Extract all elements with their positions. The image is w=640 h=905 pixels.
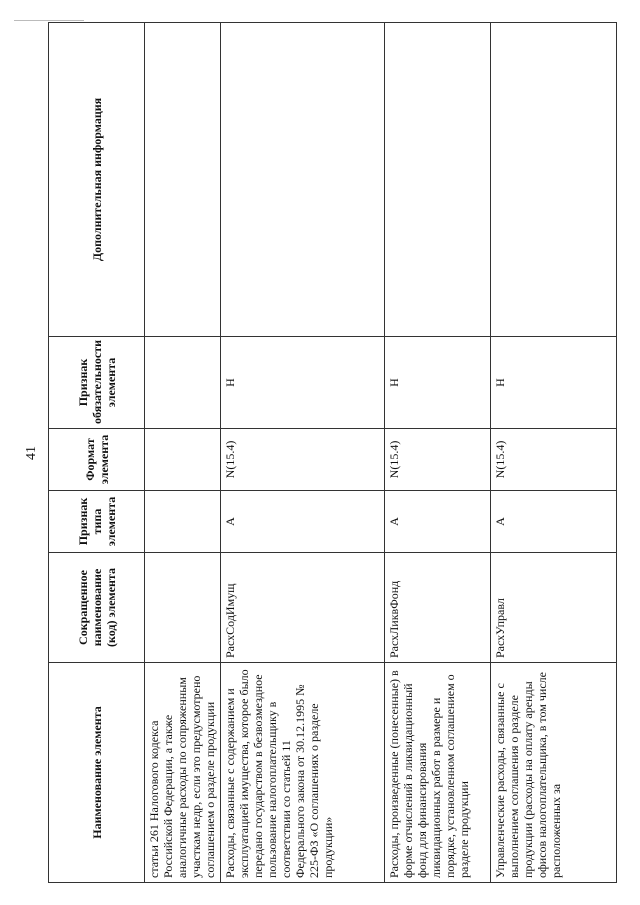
cell-code: РасхСодИмущ [221,552,385,662]
header-format: Формат элемента [49,428,145,490]
cell-name: Расходы, произведенные (понесенные) в форме отчислений в ликвидационный фонд для финансирования ликвидационных работ в размере и порядке, установленном соглашением о разделе продукции [385,662,491,882]
cell-code: РасхУправл [491,552,617,662]
scan-edge-line [14,20,84,21]
header-type: Признак типа элемента [49,490,145,552]
table-row [491,22,617,882]
page-number: 41 [24,445,39,460]
cell-name: статьи 261 Налогового кодекса Российской Федерации, а также аналогичные расходы по сопряженным участкам недр, если это предусмотрено соглашением о разделе продукции [145,662,221,882]
cell-type [145,490,221,552]
table-row [145,22,221,882]
cell-info [221,22,385,336]
cell-code: РасхЛиквФонд [385,552,491,662]
cell-info [385,22,491,336]
cell-type: А [491,490,617,552]
cell-format [145,428,221,490]
cell-type: А [221,490,385,552]
header-name: Наименование элемента [49,662,145,882]
cell-required: Н [385,336,491,428]
cell-type: А [385,490,491,552]
table-row [221,22,385,882]
header-info: Дополнительная информация [49,22,145,336]
cell-format: N(15.4) [221,428,385,490]
header-row [49,22,145,882]
header-required: Признак обязательности элемента [49,336,145,428]
elements-table [48,22,617,883]
table-row [385,22,491,882]
cell-format: N(15.4) [385,428,491,490]
cell-required: Н [221,336,385,428]
cell-info [491,22,617,336]
rotated-page [24,23,616,883]
cell-info [145,22,221,336]
cell-required [145,336,221,428]
cell-format: N(15.4) [491,428,617,490]
cell-required: Н [491,336,617,428]
cell-name: Расходы, связанные с содержанием и эксплуатацией имущества, которое было передано государством в безвозмездное пользование налогоплательщику в соответствии со статьей 11 Федерального закона от 30.12.1995 № 225-ФЗ «О соглашениях о разделе продукции» [221,662,385,882]
cell-name: Управленческие расходы, связанные с выполнением соглашения о разделе продукции (расходы на оплату аренды офисов налогоплательщика, в том числе расположенных за [491,662,617,882]
header-code: Сокращенное наименование (код) элемента [49,552,145,662]
cell-code [145,552,221,662]
